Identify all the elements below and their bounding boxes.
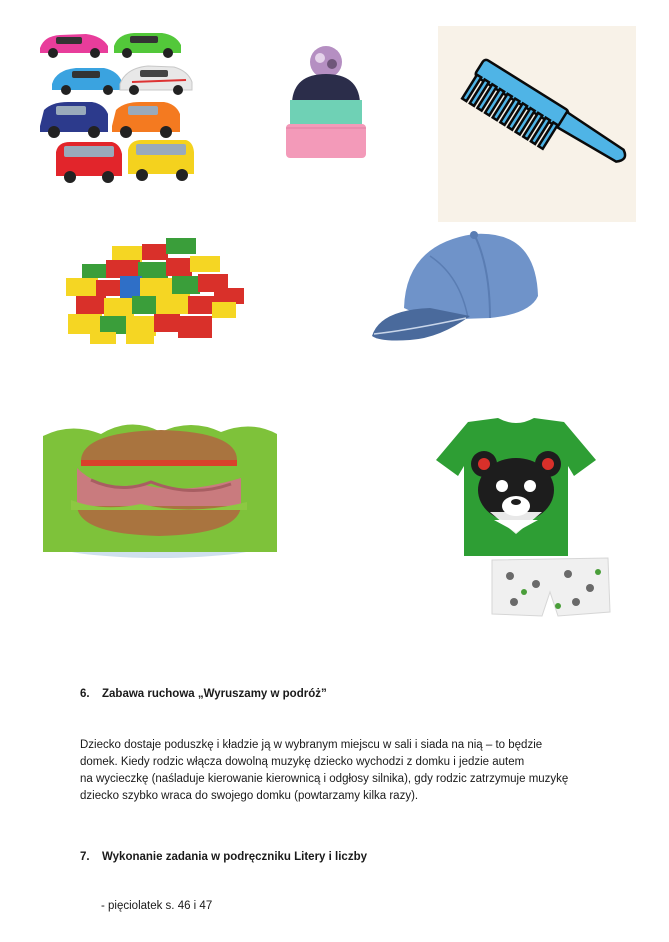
section-6-number: 6. [80,688,90,700]
paragraph-line: Dziecko dostaje poduszkę i kładzie ją w wybranym miejscu w sali i siada na nią – to będzie [80,739,543,751]
blocks-image [62,236,248,346]
section-7-number: 7. [80,851,90,863]
outfit-image [418,416,614,622]
paragraph-line: na wycieczkę (naśladuje kierowanie kierownicą i odgłosy silnika), gdy rodzic zatrzymuje muzykę [80,773,569,785]
section-6-paragraph [80,737,568,805]
cap-image [370,226,550,346]
toy-cars-image [36,26,196,188]
section-6-title: Zabawa ruchowa „Wyruszamy w podróż” [102,688,327,700]
winter-hat-image [280,44,372,164]
paragraph-line: domek. Kiedy rodzic włącza dowolną muzykę dziecko wychodzi z domku i jedzie autem [80,756,525,768]
section-7-title: Wykonanie zadania w podręczniku Litery i liczby [102,851,367,863]
sandwich-image [41,402,278,558]
task-note: - pięciolatek s. 46 i 47 [101,900,213,912]
comb-image [438,26,636,222]
section-7-heading [80,851,367,863]
section-6-heading [80,688,327,700]
paragraph-line: dziecko szybko wraca do swojego domku (powtarzamy kilka razy). [80,790,419,802]
